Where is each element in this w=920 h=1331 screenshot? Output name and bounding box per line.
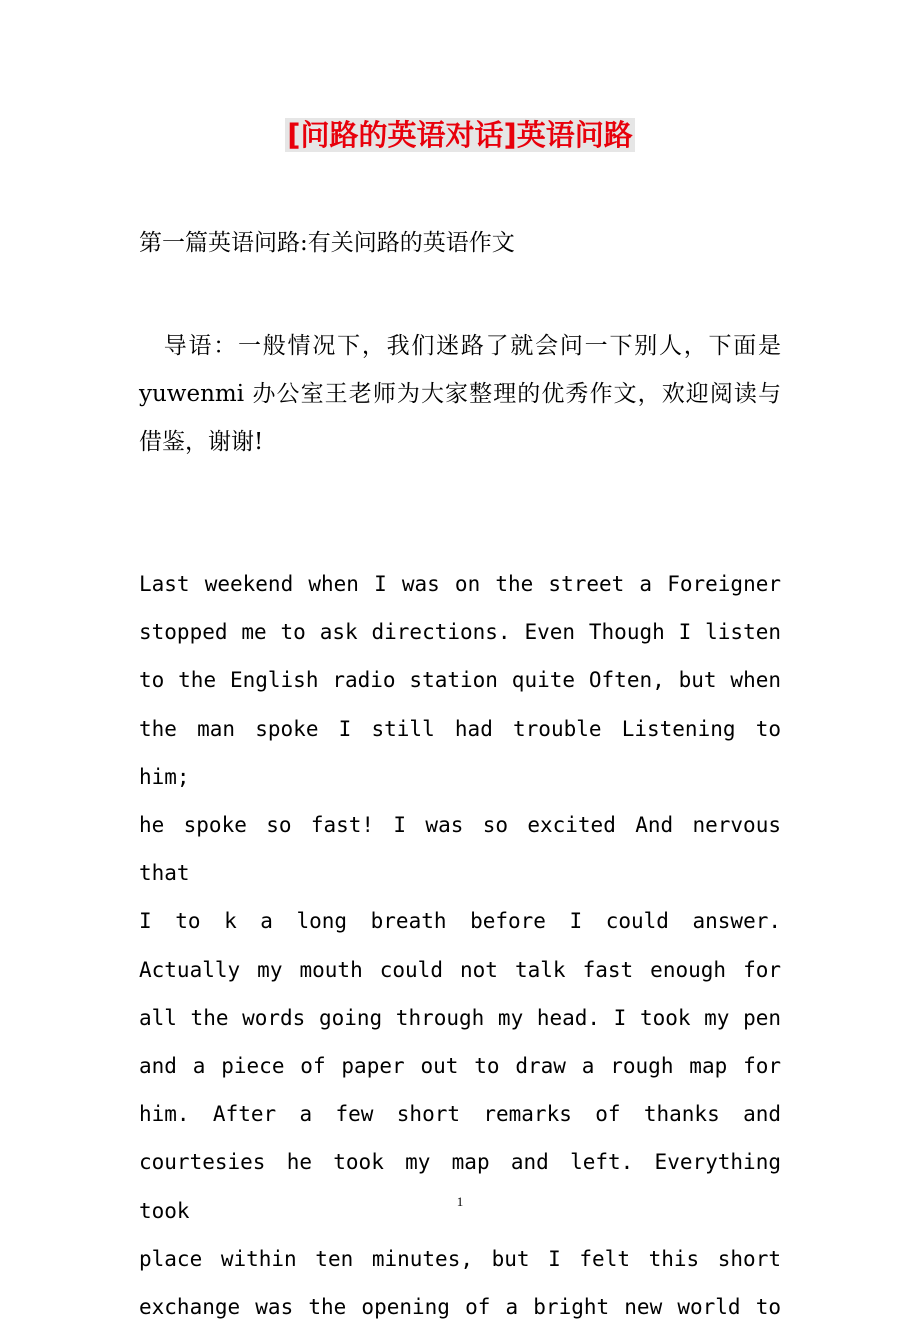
intro-line: 导语：一般情况下，我们迷路了就会问一下别人，下面是 [139, 333, 781, 359]
body-line: and a piece of paper out to draw a rough map for [139, 1054, 781, 1079]
intro-line: 借鉴，谢谢! [139, 429, 264, 455]
page-number: 1 [456, 1194, 464, 1209]
body-line: courtesies he took my map and left. Everything took [139, 1150, 781, 1223]
body-line: I to k a long breath before I could answer. [139, 909, 781, 934]
body-line: to the English radio station quite Often, but when [139, 668, 781, 693]
body-line: him. After a few short remarks of thanks and [139, 1102, 781, 1127]
body-line: Actually my mouth could not talk fast enough for [139, 957, 781, 982]
document-title-text: [问路的英语对话]英语问路 [287, 118, 633, 152]
intro-paragraph [139, 322, 781, 466]
body-line: Last weekend when I was on the street a Foreigner [139, 572, 781, 596]
body-line: all the words going through my head. I took my pen [139, 1005, 781, 1030]
body-line: stopped me to ask directions. Even Though I listen [139, 620, 781, 645]
document-title [0, 113, 920, 157]
body-line: he spoke so fast! I was so excited And nervous that [139, 813, 781, 886]
body-line: exchange was the opening of a bright new world to [139, 1295, 781, 1320]
body-line: the man spoke I still had trouble Listening to him; [139, 716, 781, 789]
body-paragraph [139, 560, 781, 1331]
intro-line: yuwenmi 办公室王老师为大家整理的优秀作文，欢迎阅读与 [139, 381, 781, 407]
body-line: place within ten minutes, but I felt this short [139, 1246, 781, 1271]
section-heading: 第一篇英语问路:有关问路的英语作文 [139, 230, 515, 256]
